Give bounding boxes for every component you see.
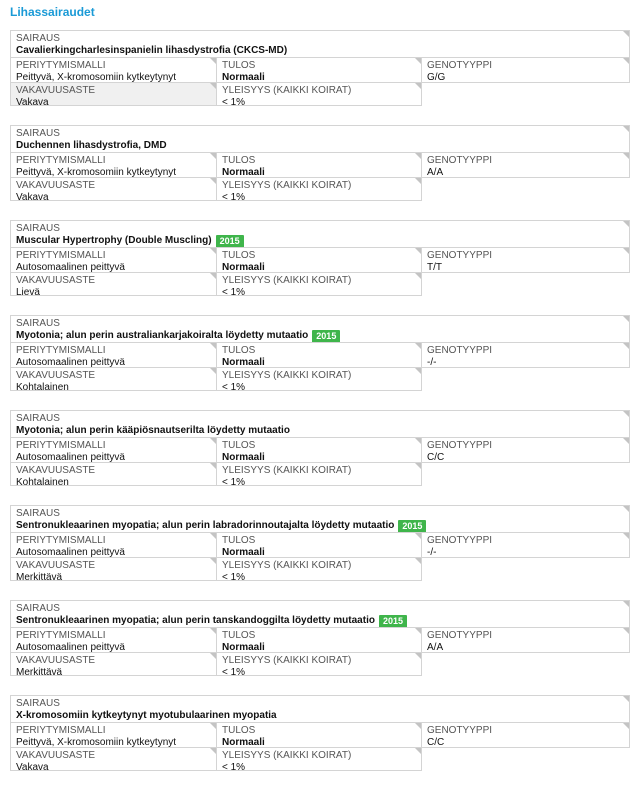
prevalence-value: < 1%: [222, 572, 246, 581]
inheritance-cell[interactable]: [10, 342, 217, 368]
prevalence-label: YLEISYYS (KAIKKI KOIRAT): [222, 370, 352, 381]
inheritance-label: PERIYTYMISMALLI: [16, 60, 106, 71]
result-cell[interactable]: [216, 152, 422, 178]
prevalence-label: YLEISYYS (KAIKKI KOIRAT): [222, 560, 352, 571]
prevalence-value: < 1%: [222, 762, 246, 771]
inheritance-label: PERIYTYMISMALLI: [16, 155, 106, 166]
result-label: TULOS: [222, 345, 256, 356]
disease-label: SAIRAUS: [16, 128, 60, 139]
prevalence-value: < 1%: [222, 287, 246, 296]
inheritance-label: PERIYTYMISMALLI: [16, 440, 106, 451]
severity-label: VAKAVUUSASTE: [16, 85, 96, 96]
disease-name-text: Sentronukleaarinen myopatia; alun perin labradorinnoutajalta löydetty mutaatio: [16, 520, 395, 531]
result-label: TULOS: [222, 725, 256, 736]
inheritance-label: PERIYTYMISMALLI: [16, 535, 106, 546]
inheritance-value: Autosomaalinen peittyvä: [16, 357, 125, 368]
prevalence-cell[interactable]: [216, 747, 422, 771]
genotype-value: C/C: [427, 452, 445, 463]
prevalence-cell[interactable]: [216, 177, 422, 201]
inheritance-cell[interactable]: [10, 57, 217, 83]
genotype-label: GENOTYYPPI: [427, 630, 493, 641]
disease-list: [10, 30, 630, 790]
prevalence-value: < 1%: [222, 382, 246, 391]
prevalence-value: < 1%: [222, 192, 246, 201]
disease-name-text: Myotonia; alun perin kääpiösnautserilta löydetty mutaatio: [16, 425, 290, 436]
severity-cell[interactable]: [10, 367, 217, 391]
disease-card: [10, 220, 630, 296]
prevalence-cell[interactable]: [216, 367, 422, 391]
prevalence-label: YLEISYYS (KAIKKI KOIRAT): [222, 275, 352, 286]
disease-name: [16, 45, 624, 57]
disease-label: SAIRAUS: [16, 318, 60, 329]
disease-name: [16, 710, 624, 722]
disease-name-text: X-kromosomiin kytkeytynyt myotubulaarinen myopatia: [16, 710, 277, 721]
inheritance-cell[interactable]: [10, 722, 217, 748]
severity-label: VAKAVUUSASTE: [16, 275, 96, 286]
disease-name-cell[interactable]: [10, 695, 630, 723]
prevalence-cell[interactable]: [216, 82, 422, 106]
inheritance-cell[interactable]: [10, 532, 217, 558]
inheritance-label: PERIYTYMISMALLI: [16, 725, 106, 736]
result-cell[interactable]: [216, 722, 422, 748]
result-value: Normaali: [222, 642, 265, 653]
inheritance-value: Autosomaalinen peittyvä: [16, 262, 125, 273]
prevalence-value: < 1%: [222, 97, 246, 106]
severity-cell[interactable]: [10, 272, 217, 296]
disease-name-text: Sentronukleaarinen myopatia; alun perin tanskandoggilta löydetty mutaatio: [16, 615, 375, 626]
inheritance-value: Peittyvä, X-kromosomiin kytkeytynyt: [16, 72, 177, 83]
result-label: TULOS: [222, 60, 256, 71]
disease-name-cell[interactable]: [10, 505, 630, 533]
disease-name-cell[interactable]: [10, 125, 630, 153]
severity-label: VAKAVUUSASTE: [16, 370, 96, 381]
severity-value: Merkittävä: [16, 572, 63, 581]
genotype-cell[interactable]: [421, 532, 630, 558]
result-cell[interactable]: [216, 57, 422, 83]
prevalence-cell[interactable]: [216, 557, 422, 581]
result-label: TULOS: [222, 250, 256, 261]
genotype-cell[interactable]: [421, 722, 630, 748]
disease-card: [10, 505, 630, 581]
disease-name-text: Duchennen lihasdystrofia, DMD: [16, 140, 167, 151]
severity-value: Vakava: [16, 97, 49, 106]
genotype-label: GENOTYYPPI: [427, 60, 493, 71]
disease-label: SAIRAUS: [16, 603, 60, 614]
result-value: Normaali: [222, 547, 265, 558]
severity-label: VAKAVUUSASTE: [16, 180, 96, 191]
result-value: Normaali: [222, 357, 265, 368]
genotype-cell[interactable]: [421, 152, 630, 178]
severity-label: VAKAVUUSASTE: [16, 465, 96, 476]
genotype-label: GENOTYYPPI: [427, 440, 493, 451]
disease-card: [10, 30, 630, 106]
genotype-label: GENOTYYPPI: [427, 250, 493, 261]
result-value: Normaali: [222, 737, 265, 748]
year-badge: 2015: [398, 520, 426, 533]
disease-name-cell[interactable]: [10, 600, 630, 628]
inheritance-cell[interactable]: [10, 437, 217, 463]
genotype-value: -/-: [427, 357, 437, 368]
genotype-value: A/A: [427, 167, 444, 178]
inheritance-label: PERIYTYMISMALLI: [16, 630, 106, 641]
disease-name-cell[interactable]: [10, 410, 630, 438]
inheritance-label: PERIYTYMISMALLI: [16, 345, 106, 356]
disease-name-text: Myotonia; alun perin australiankarjakoiralta löydetty mutaatio: [16, 330, 309, 341]
genotype-cell[interactable]: [421, 437, 630, 463]
prevalence-label: YLEISYYS (KAIKKI KOIRAT): [222, 85, 352, 96]
disease-label: SAIRAUS: [16, 223, 60, 234]
result-value: Normaali: [222, 452, 265, 463]
prevalence-label: YLEISYYS (KAIKKI KOIRAT): [222, 180, 352, 191]
disease-label: SAIRAUS: [16, 413, 60, 424]
genotype-label: GENOTYYPPI: [427, 155, 493, 166]
severity-cell[interactable]: [10, 747, 217, 771]
genotype-value: A/A: [427, 642, 444, 653]
result-cell[interactable]: [216, 627, 422, 653]
inheritance-value: Autosomaalinen peittyvä: [16, 642, 125, 653]
disease-card: [10, 410, 630, 486]
genotype-label: GENOTYYPPI: [427, 725, 493, 736]
severity-cell[interactable]: [10, 462, 217, 486]
disease-name-text: Muscular Hypertrophy (Double Muscling): [16, 235, 212, 246]
genotype-cell[interactable]: [421, 342, 630, 368]
year-badge: 2015: [379, 615, 407, 628]
genotype-label: GENOTYYPPI: [427, 345, 493, 356]
result-value: Normaali: [222, 72, 265, 83]
genotype-value: -/-: [427, 547, 437, 558]
prevalence-cell[interactable]: [216, 272, 422, 296]
inheritance-value: Autosomaalinen peittyvä: [16, 547, 125, 558]
severity-label: VAKAVUUSASTE: [16, 560, 96, 571]
disease-name: [16, 425, 624, 437]
prevalence-cell[interactable]: [216, 462, 422, 486]
inheritance-cell[interactable]: [10, 247, 217, 273]
prevalence-label: YLEISYYS (KAIKKI KOIRAT): [222, 465, 352, 476]
section-title: Lihassairaudet: [10, 5, 95, 19]
genotype-cell[interactable]: [421, 247, 630, 273]
year-badge: 2015: [216, 235, 244, 248]
inheritance-value: Peittyvä, X-kromosomiin kytkeytynyt: [16, 167, 177, 178]
genotype-label: GENOTYYPPI: [427, 535, 493, 546]
result-label: TULOS: [222, 535, 256, 546]
result-cell[interactable]: [216, 247, 422, 273]
year-badge: 2015: [312, 330, 340, 343]
result-cell[interactable]: [216, 342, 422, 368]
result-label: TULOS: [222, 630, 256, 641]
inheritance-value: Autosomaalinen peittyvä: [16, 452, 125, 463]
disease-name-cell[interactable]: [10, 220, 630, 248]
disease-name-cell[interactable]: [10, 30, 630, 58]
prevalence-value: < 1%: [222, 477, 246, 486]
severity-cell[interactable]: [10, 652, 217, 676]
severity-value: Merkittävä: [16, 667, 63, 676]
severity-cell[interactable]: [10, 177, 217, 201]
disease-card: [10, 695, 630, 771]
result-label: TULOS: [222, 155, 256, 166]
disease-name: [16, 140, 624, 152]
disease-label: SAIRAUS: [16, 508, 60, 519]
disease-label: SAIRAUS: [16, 33, 60, 44]
disease-name-text: Cavalierkingcharlesinspanielin lihasdystrofia (CKCS-MD): [16, 45, 288, 56]
inheritance-cell[interactable]: [10, 152, 217, 178]
prevalence-value: < 1%: [222, 667, 246, 676]
prevalence-cell[interactable]: [216, 652, 422, 676]
severity-value: Vakava: [16, 762, 49, 771]
result-cell[interactable]: [216, 437, 422, 463]
prevalence-label: YLEISYYS (KAIKKI KOIRAT): [222, 655, 352, 666]
result-cell[interactable]: [216, 532, 422, 558]
prevalence-label: YLEISYYS (KAIKKI KOIRAT): [222, 750, 352, 761]
result-value: Normaali: [222, 262, 265, 273]
severity-cell[interactable]: [10, 557, 217, 581]
genotype-cell[interactable]: [421, 57, 630, 83]
severity-value: Kohtalainen: [16, 382, 69, 391]
genotype-value: G/G: [427, 72, 446, 83]
severity-label: VAKAVUUSASTE: [16, 655, 96, 666]
disease-card: [10, 125, 630, 201]
result-value: Normaali: [222, 167, 265, 178]
severity-cell[interactable]: [10, 82, 217, 106]
severity-value: Lievä: [16, 287, 40, 296]
disease-label: SAIRAUS: [16, 698, 60, 709]
genotype-cell[interactable]: [421, 627, 630, 653]
severity-value: Kohtalainen: [16, 477, 69, 486]
inheritance-value: Peittyvä, X-kromosomiin kytkeytynyt: [16, 737, 177, 748]
disease-card: [10, 600, 630, 676]
genotype-value: C/C: [427, 737, 445, 748]
genotype-value: T/T: [427, 262, 442, 273]
inheritance-label: PERIYTYMISMALLI: [16, 250, 106, 261]
inheritance-cell[interactable]: [10, 627, 217, 653]
severity-label: VAKAVUUSASTE: [16, 750, 96, 761]
disease-name-cell[interactable]: [10, 315, 630, 343]
disease-card: [10, 315, 630, 391]
severity-value: Vakava: [16, 192, 49, 201]
result-label: TULOS: [222, 440, 256, 451]
